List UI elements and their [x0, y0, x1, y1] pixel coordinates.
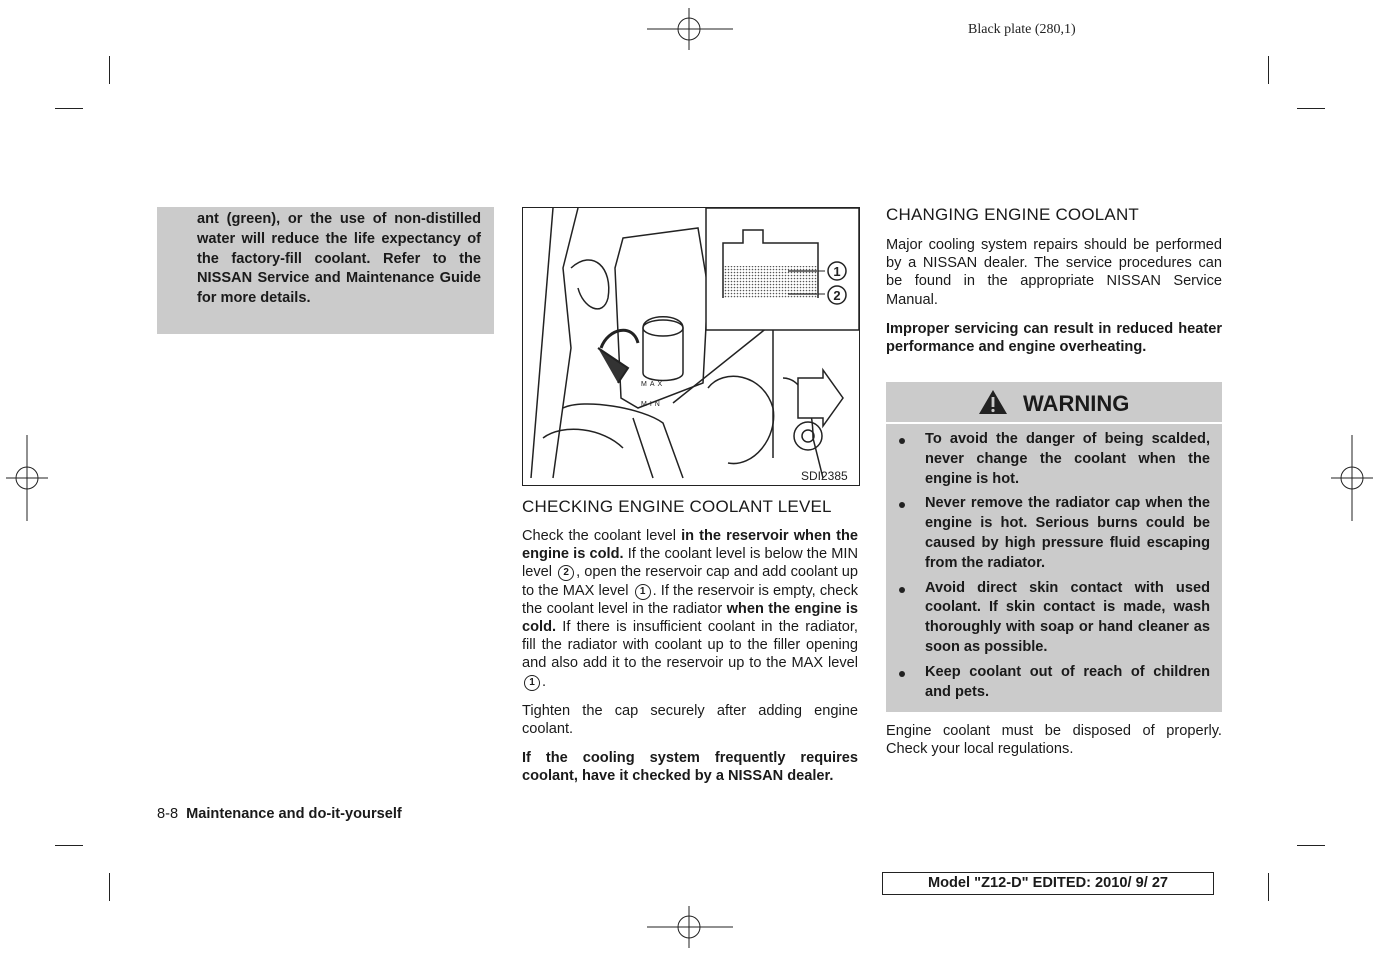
page-footer	[157, 806, 402, 822]
checking-heading: CHECKING ENGINE COOLANT LEVEL	[522, 497, 832, 516]
coolant-reservoir-illustration	[522, 207, 860, 486]
checking-section	[522, 497, 858, 786]
checking-paragraph-2: Tighten the cap securely after adding engine coolant.	[522, 702, 858, 738]
callout-ref-1: 1	[635, 584, 651, 600]
note-box	[157, 207, 494, 334]
changing-section	[886, 205, 1222, 356]
changing-paragraph-1: Major cooling system repairs should be performed by a NISSAN dealer. The service procedures can be found in the appropriate NISSAN Service Manual.	[886, 237, 1222, 308]
bold-run: in the reservoir when the engine is cold.	[522, 528, 858, 563]
warning-item-text: To avoid the danger of being scalded, never change the coolant when the engine is hot.	[925, 431, 1210, 487]
warning-item	[886, 430, 1222, 489]
checking-paragraph-1	[522, 527, 858, 691]
model-edit-box: Model "Z12-D" EDITED: 2010/ 9/ 27	[882, 872, 1214, 895]
warning-triangle-icon	[978, 389, 1008, 415]
min-label: MIN	[641, 401, 663, 408]
disposal-paragraph: Engine coolant must be disposed of properly. Check your local regulations.	[886, 723, 1222, 758]
bold-run: when the engine is cold.	[522, 600, 858, 636]
warning-header	[886, 382, 1222, 424]
plate-label: Black plate (280,1)	[968, 22, 1076, 37]
callout-2: 2	[833, 288, 841, 303]
warning-item	[886, 579, 1222, 658]
text-run: , open the reservoir cap and add coolant up to the MAX level	[522, 564, 859, 599]
warning-title: WARNING	[1023, 391, 1130, 416]
changing-heading: CHANGING ENGINE COOLANT	[886, 205, 1140, 224]
warning-item-text: Never remove the radiator cap when the engine is hot. Serious burns could be caused by high pressure fluid escaping from the radiator.	[925, 495, 1210, 571]
text-run: If the coolant level is below the MIN level	[522, 546, 858, 581]
warning-item	[886, 494, 1222, 573]
callout-1: 1	[833, 264, 841, 279]
warning-item-text: Keep coolant out of reach of children and pets.	[925, 663, 1210, 700]
max-label: MAX	[641, 381, 666, 388]
text-run: . If the reservoir is empty, check the coolant level in the radiator	[522, 582, 858, 617]
callout-ref-1: 1	[524, 675, 540, 691]
figure-code: SDI2385	[801, 469, 848, 483]
checking-paragraph-3: If the cooling system frequently requires coolant, have it checked by a NISSAN dealer.	[522, 750, 858, 785]
warning-list	[886, 430, 1222, 707]
section-name: Maintenance and do-it-yourself	[186, 806, 402, 822]
text-run: Check the coolant level	[522, 528, 682, 544]
bullet-icon	[899, 438, 905, 444]
callout-ref-2: 2	[558, 565, 574, 581]
text-run: If there is insufficient coolant in the radiator, fill the radiator with coolant up to the filler opening and also add it to the reservoir up to the MAX level	[522, 619, 858, 672]
warning-item-text: Avoid direct skin contact with used coolant. If skin contact is made, wash thoroughly with soap or hand cleaner as soon as possible.	[925, 579, 1210, 655]
changing-paragraph-2: Improper servicing can result in reduced heater performance and engine overheating.	[886, 320, 1222, 356]
reservoir-drawing	[523, 208, 859, 485]
note-text: ant (green), or the use of non-distilled water will reduce the life expectancy of the factory-fill coolant. Refer to the NISSAN Service and Maintenance Guide for more details.	[197, 211, 481, 307]
warning-item	[886, 663, 1222, 703]
warning-box	[886, 382, 1222, 712]
bullet-icon	[899, 502, 905, 508]
page-number: 8-8	[157, 806, 179, 822]
bullet-icon	[899, 587, 905, 593]
bullet-icon	[899, 671, 905, 677]
text-run: .	[542, 673, 547, 690]
